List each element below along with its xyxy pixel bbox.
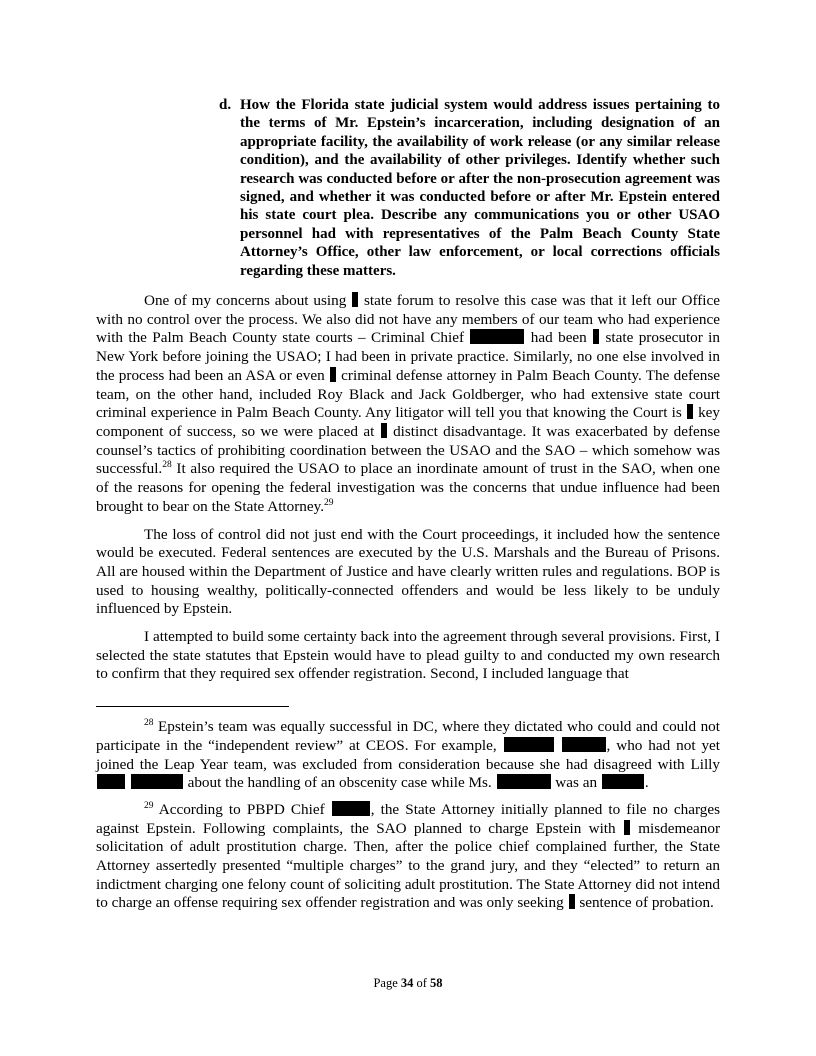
redaction-block [332,801,370,816]
text-run: , the State Attorney initially planned to file no charges against Epstein. Following complaints, the SAO planned to charge Epstein with [96,800,720,837]
redaction-block [330,367,336,382]
redaction-block [97,774,125,789]
text-run: sentence of probation. [579,894,714,912]
paragraph-certainty: I attempted to build some certainty back into the agreement through several provisions. First, I selected the state statutes that Epstein would have to plead guilty to and conducted my own research to confirm that they required sex offender registration. Second, I included language that [96,628,720,683]
question-text: How the Florida state judicial system would address issues pertaining to the terms of Mr. Epstein’s incarceration, including designation of an appropriate facility, the availability of work release (or any similar release condition), and the availability of other privileges. Identify whether such research was conducted before or after the non-prosecution agreement was signed, and whether it was conducted before or after Mr. Epstein entered his state court plea. Describe any communications you or other USAO personnel had with representatives of the Palm Beach County State Attorney’s Office, other law enforcement, or local corrections officials regarding these matters. [240,97,720,279]
paragraph-loss-of-control: The loss of control did not just end with the Court proceedings, it included how the sentence would be executed. Federal sentences are executed by the U.S. Marshals and the Bureau of Prisons. All are housed within the Department of Justice and have clearly written rules and regulations. BOP is used to housing wealthy, politically-connected offenders and would be less likely to be unduly influenced by Epstein. [96,525,720,618]
text-run: According to PBPD Chief [153,800,325,818]
redaction-block [381,423,387,438]
page-word: Page [373,976,398,990]
page-total: 58 [430,976,443,990]
text-run: distinct disadvantage. It was exacerbated by defense counsel’s tactics of prohibiting coordination between the USAO and the SAO – which somehow was successful. [96,422,721,478]
redaction-block [569,894,575,909]
footnote-ref-29[interactable]: 29 [324,497,334,508]
question-d [219,96,720,280]
text-run: about the handling of an obscenity case while Ms. [187,774,492,792]
text-run: was an [555,774,598,792]
text-run: state forum to resolve this case was that it left our Office with no control over the process. We also did not have any members of our team who had experience with the Palm Beach County state courts – Criminal Chief [96,292,720,347]
footnote-number: 28 [144,718,154,729]
text-run: criminal defense attorney in Palm Beach County. The defense team, on the other hand, included Roy Black and Jack Goldberger, who had extensive state court criminal experience in Palm Beach County. Any litigator will tell you that knowing the Court is [96,366,721,422]
footnote-29 [96,801,720,913]
redaction-block [593,329,599,344]
redaction-block [562,737,606,752]
of-word: of [416,976,427,990]
text-run: misdemeanor solicitation of adult prostitution charge. Then, after the police chief complained further, the State Attorney assertedly presented “multiple charges” to the grand jury, and they “elected” to return an indictment charging one felony count of soliciting adult prostitution. The State Attorney did not intend to charge an offense requiring sex offender registration and was only seeking [96,819,721,912]
text-run: key component of success, so we were placed at [96,404,721,440]
text-run: had been [530,329,587,347]
text-run: state prosecutor in New York before joining the USAO; I had been in private practice. Similarly, no one else involved in the process had been an ASA or even [96,329,721,384]
redaction-block [624,820,630,835]
text-run: Epstein’s team was equally successful in DC, where they dictated who could and could not participate in the “independent review” at CEOS. For example, [96,718,720,754]
redaction-block [602,774,644,789]
paragraph-control-concerns [96,292,720,516]
text-run: , who had not yet joined the Leap Year team, was excluded from consideration because she had disagreed with Lilly [96,736,721,773]
redaction-block [687,404,693,419]
redaction-block [131,774,183,789]
redaction-block [352,292,358,307]
document-page [96,96,720,913]
redaction-block [497,774,551,789]
footnote-ref-28[interactable]: 28 [162,460,172,471]
page-number: 34 [400,976,414,990]
text-run: It also required the USAO to place an inordinate amount of trust in the SAO, when one of the reasons for opening the federal investigation was the concerns that undue influence had been brought to bear on the State Attorney. [96,460,720,515]
text-run: . [644,774,649,792]
text-run: One of my concerns about using [144,292,347,310]
page-footer [0,976,816,991]
footnote-separator [96,706,289,707]
redaction-block [504,737,554,752]
question-label: d. [219,97,232,113]
footnote-28 [96,718,720,793]
footnote-number: 29 [144,800,154,811]
redaction-block [470,329,524,344]
